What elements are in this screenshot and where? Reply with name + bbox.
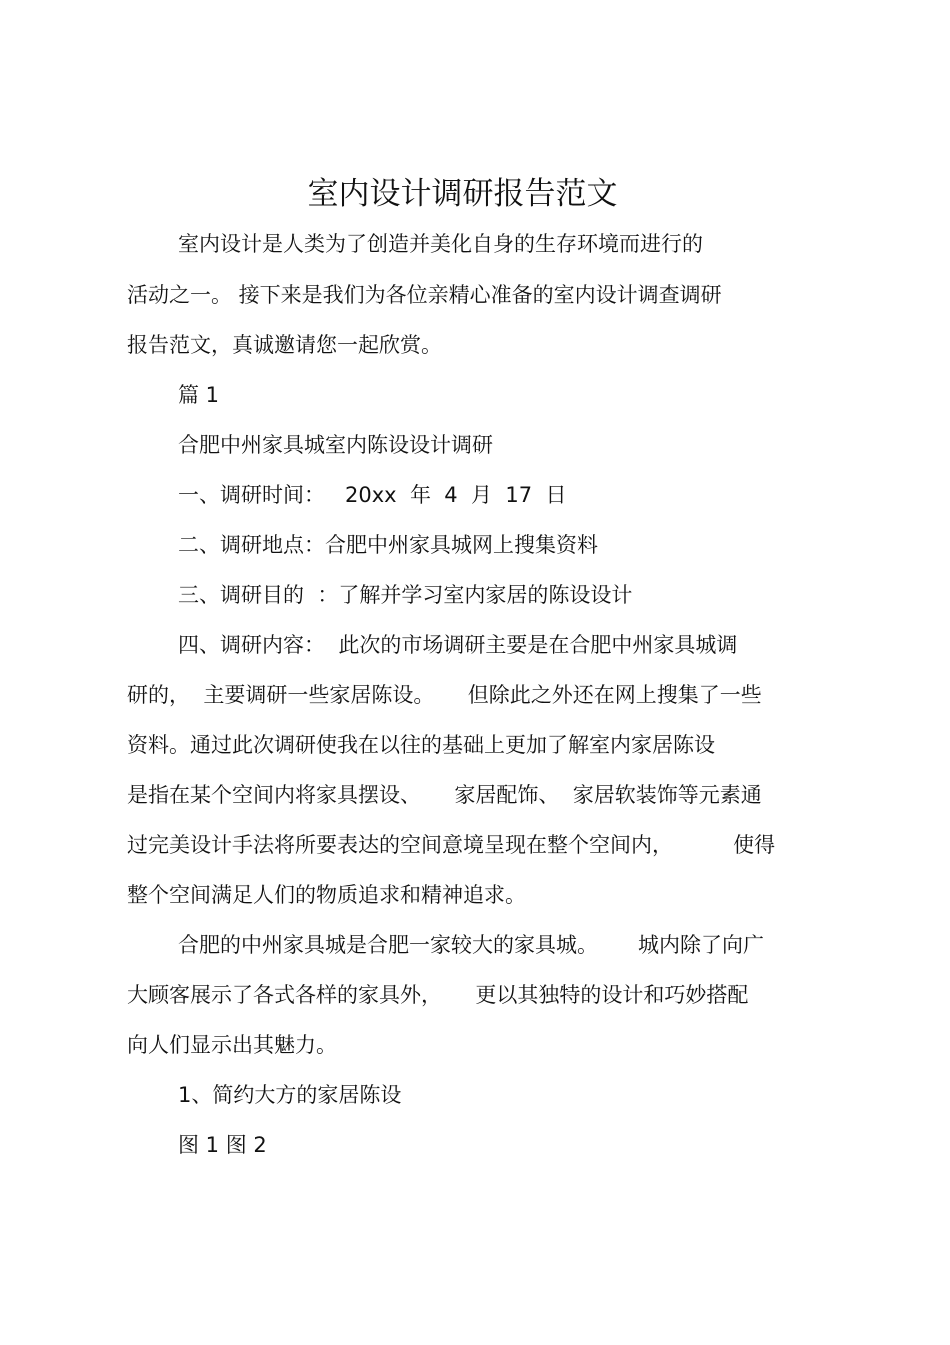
document-title: 室内设计调研报告范文 <box>307 176 618 212</box>
section-heading: 合肥中州家具城室内陈设设计调研 <box>178 433 493 457</box>
figure-reference: 图 1 图 2 <box>178 1133 267 1157</box>
survey-content-line: 研的， 主要调研一些家居陈设。 但除此之外还在网上搜集了一些 <box>127 683 762 707</box>
paragraph-line: 向人们显示出其魅力。 <box>127 1033 337 1057</box>
survey-location: 二、调研地点：合肥中州家具城网上搜集资料 <box>178 533 598 557</box>
survey-time: 一、调研时间： 20xx 年 4 月 17 日 <box>178 483 567 507</box>
survey-content-line: 四、调研内容： 此次的市场调研主要是在合肥中州家具城调 <box>178 633 738 657</box>
paragraph-line: 活动之一。 接下来是我们为各位亲精心准备的室内设计调查调研 <box>127 283 722 307</box>
survey-content-line: 过完美设计手法将所要表达的空间意境呈现在整个空间内， 使得 <box>127 833 776 857</box>
survey-content-line: 是指在某个空间内将家具摆设、 家居配饰、 家居软装饰等元素通 <box>127 783 762 807</box>
survey-content-line: 整个空间满足人们的物质追求和精神追求。 <box>127 883 526 907</box>
subsection-heading: 1、简约大方的家居陈设 <box>178 1083 402 1107</box>
paragraph-line: 合肥的中州家具城是合肥一家较大的家具城。 城内除了向广 <box>178 933 765 957</box>
survey-purpose: 三、调研目的 ：了解并学习室内家居的陈设设计 <box>178 583 633 607</box>
paragraph-line: 报告范文，真诚邀请您一起欣赏。 <box>127 333 442 357</box>
paragraph-line: 大顾客展示了各式各样的家具外， 更以其独特的设计和巧妙搭配 <box>127 983 749 1007</box>
section-label: 篇 1 <box>178 383 220 407</box>
paragraph-line: 室内设计是人类为了创造并美化自身的生存环境而进行的 <box>178 232 703 256</box>
survey-content-line: 资料。通过此次调研使我在以往的基础上更加了解室内家居陈设 <box>127 733 715 757</box>
